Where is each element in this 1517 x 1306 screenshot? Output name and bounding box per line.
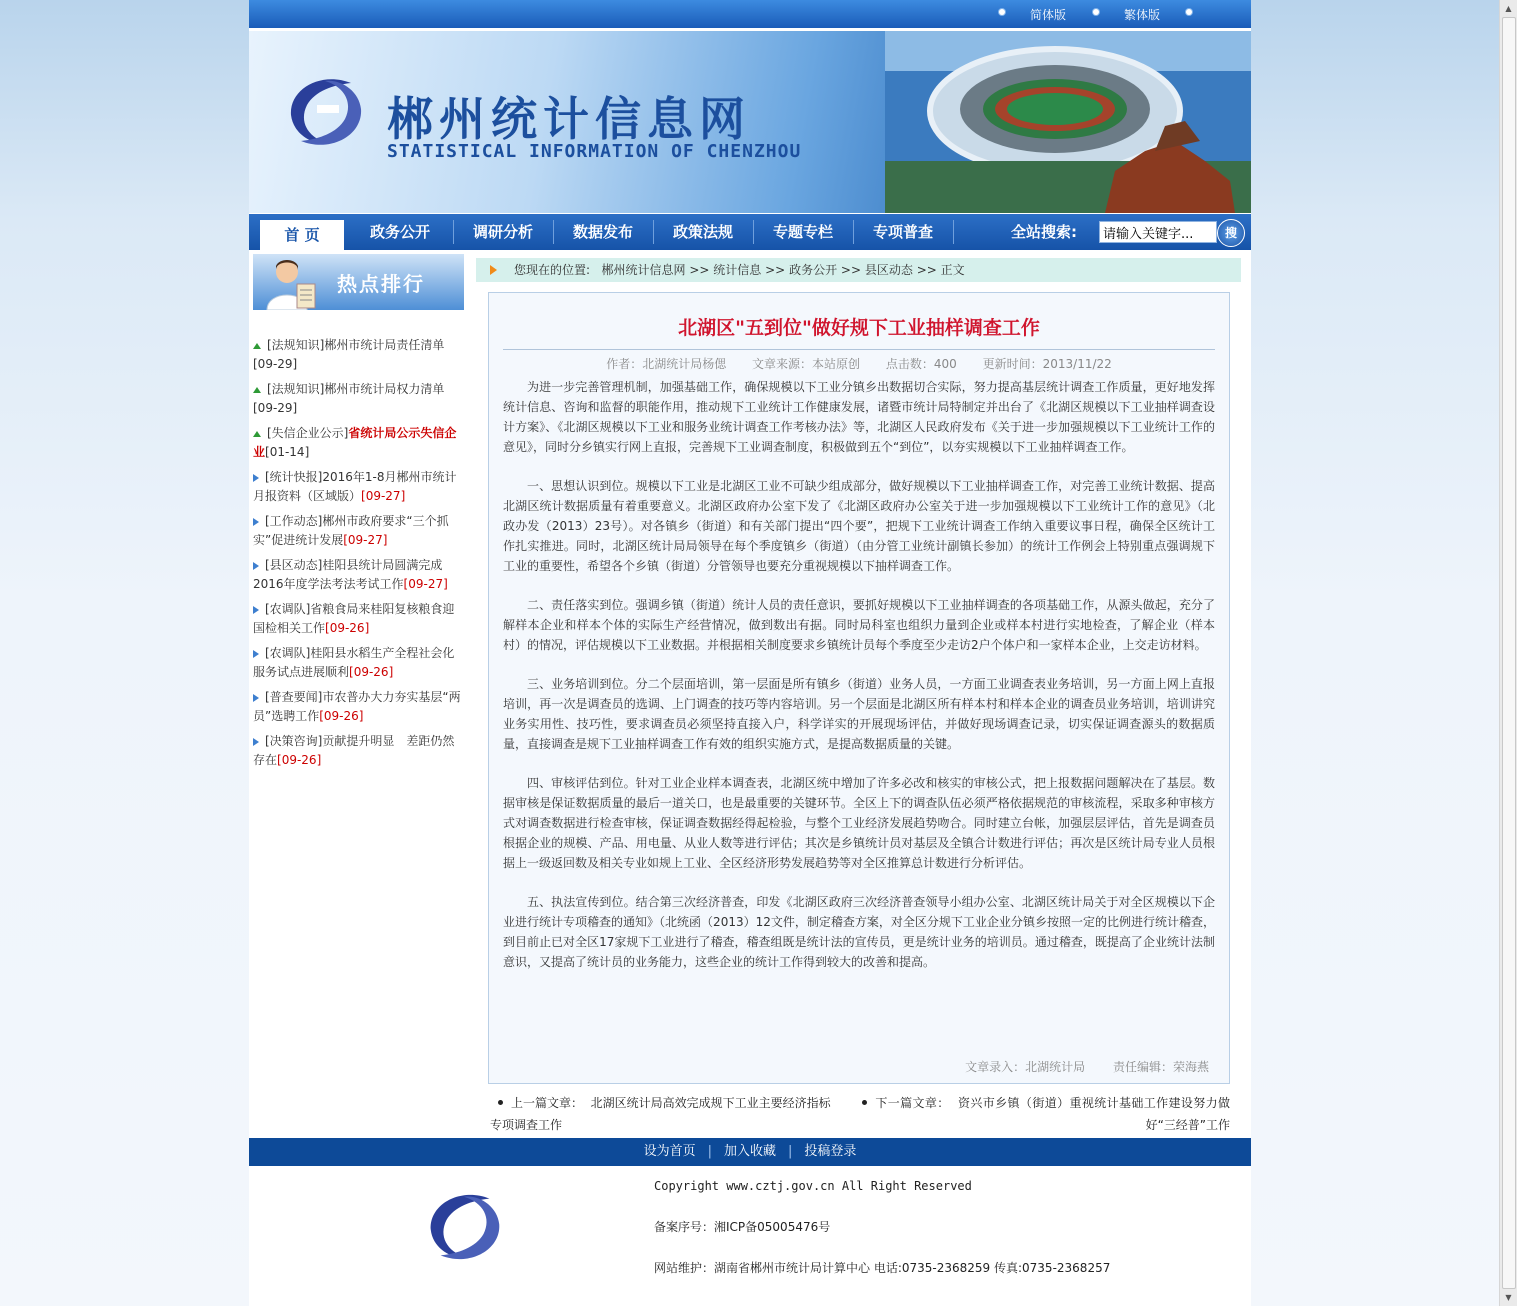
scroll-down-arrow-icon[interactable]: ▼	[1505, 1293, 1512, 1302]
article-source: 文章来源：本站原创	[752, 357, 861, 371]
hot-list-item[interactable]	[253, 512, 464, 556]
search-label: 全站搜索:	[1011, 223, 1077, 241]
main-nav	[249, 214, 1251, 250]
arrow-right-icon	[253, 606, 259, 614]
bullet-icon	[1186, 9, 1192, 15]
footer-logo-icon	[421, 1186, 509, 1268]
title-divider	[503, 349, 1215, 350]
hot-item-title[interactable]: [法规知识]郴州市统计局责任清单	[267, 338, 445, 352]
breadcrumb-sep: >>	[840, 263, 862, 277]
top-bar	[249, 0, 1251, 28]
nav-gov-affairs[interactable]: 政务公开	[369, 223, 430, 241]
site-subtitle: STATISTICAL INFORMATION OF CHENZHOU	[387, 141, 802, 162]
hot-item-title[interactable]: [法规知识]郴州市统计局权力清单	[267, 382, 445, 396]
hot-item-date: [09-27]	[343, 533, 388, 547]
trend-up-icon	[253, 431, 261, 437]
breadcrumb-stats-info[interactable]: 统计信息	[713, 263, 762, 277]
hot-ranking-list	[253, 336, 464, 776]
hot-item-title[interactable]: [决策咨询]贡献提升明显 差距仍然存在	[253, 734, 455, 767]
hot-item-title[interactable]: [农调队]省粮食局来桂阳复核粮食迎国检相关工作	[253, 602, 455, 635]
article-title: 北湖区"五到位"做好规下工业抽样调查工作	[678, 317, 1040, 339]
hot-list-item[interactable]	[253, 424, 464, 468]
hot-item-date: [01-14]	[265, 445, 310, 459]
doctor-avatar-icon	[261, 258, 321, 310]
article-paragraph: 四、审核评估到位。针对工业企业样本调查表，北湖区统中增加了许多必改和核实的审核公式，把上报数据问题解决在了基层。数据审核是保证数据质量的最后一道关口，也是最重要的关键环节。全区上下的调查队伍必须严格依据规范的审核流程，采取多种审核方式对调查数据进行检查审核，保证调查数据经得起检验，与整个工业经济发展趋势吻合。同时建立台帐，加强层层评估，首先是调查员根据企业的规模、产品、用电量、从业人数等进行评估；其次是乡镇统计员对基层及全镇合计数进行评估；再次是区统计局专业人员根据上一级返回数及相关专业如规上工业、全区经济形势发展趋势等对全区推算总计数进行分析评估。	[503, 776, 1215, 870]
scroll-thumb[interactable]	[1502, 17, 1516, 1289]
hot-item-title[interactable]: [县区动态]桂阳县统计局圆满完成2016年度学法考法考试工作	[253, 558, 443, 591]
prev-article-link[interactable]: 北湖区统计局高效完成规下工业主要经济指标专项调查工作	[490, 1096, 831, 1132]
hot-list-item[interactable]	[253, 644, 464, 688]
nav-divider	[953, 220, 954, 244]
article-meta	[489, 355, 1229, 372]
bullet-icon	[862, 1100, 867, 1105]
nav-research[interactable]: 调研分析	[472, 223, 533, 241]
site-title: 郴州统计信息网	[387, 92, 751, 146]
set-homepage-link[interactable]: 设为首页	[643, 1144, 696, 1159]
article-updated: 更新时间：2013/11/22	[982, 357, 1112, 371]
breadcrumb-county-news[interactable]: 县区动态	[864, 263, 913, 277]
next-article	[854, 1092, 1230, 1136]
page-frame	[249, 0, 1251, 1306]
article-editor: 责任编辑：荣海燕	[1112, 1060, 1209, 1074]
hot-list-item[interactable]	[253, 556, 464, 600]
prev-label: 上一篇文章：	[511, 1096, 584, 1110]
breadcrumb-gov-affairs[interactable]: 政务公开	[789, 263, 838, 277]
hot-item-date: [09-27]	[361, 489, 406, 503]
bullet-icon	[498, 1100, 503, 1105]
nav-data-release[interactable]: 数据发布	[572, 223, 633, 241]
article-footer	[941, 1058, 1209, 1075]
hot-ranking-title: 热点排行	[337, 272, 425, 296]
main-content	[476, 254, 1241, 1138]
hot-item-title[interactable]: [工作动态]郴州市政府要求“三个抓实”促进统计发展	[253, 514, 449, 547]
hot-item-date: [09-26]	[319, 709, 364, 723]
breadcrumb-home[interactable]: 郴州统计信息网	[601, 263, 686, 277]
hot-item-title[interactable]: [失信企业公示]	[267, 426, 349, 440]
bullet-icon	[999, 9, 1005, 15]
arrow-right-icon	[253, 738, 259, 746]
next-article-link[interactable]: 资兴市乡镇（街道）重视统计基础工作建设努力做好“三经普”工作	[958, 1096, 1230, 1132]
prev-article	[490, 1092, 840, 1136]
article-hits: 点击数：400	[885, 357, 957, 371]
footer-links	[249, 1138, 1251, 1166]
footer-info	[249, 1166, 1251, 1286]
hot-item-date: [09-27]	[403, 577, 448, 591]
hot-item-date: [09-26]	[325, 621, 370, 635]
breadcrumb-text	[514, 258, 965, 282]
search-button[interactable]: 搜	[1217, 219, 1245, 247]
breadcrumb-sep: >>	[916, 263, 937, 277]
stadium-image	[885, 31, 1251, 213]
prev-next-nav	[490, 1092, 1230, 1136]
hot-item-title[interactable]: [统计快报]2016年1-8月郴州市统计月报资料（区域版）	[253, 470, 457, 503]
nav-home[interactable]: 首 页	[260, 220, 344, 250]
hot-ranking-header	[253, 254, 464, 310]
breadcrumb-label: 您现在的位置:	[514, 263, 591, 277]
breadcrumb-sep: >>	[689, 263, 710, 277]
article-box	[488, 292, 1230, 1084]
hot-item-highlight[interactable]: 省统计局公示失信企业	[253, 426, 457, 459]
arrow-right-icon	[253, 474, 259, 482]
arrow-right-icon	[253, 562, 259, 570]
arrow-right-icon	[490, 265, 497, 275]
hot-list-item[interactable]	[253, 688, 464, 732]
article-paragraph: 二、责任落实到位。强调乡镇（街道）统计人员的责任意识，要抓好规模以下工业抽样调查的各项基础工作，从源头做起，充分了解样本企业和样本个体的实际生产经营情况，做到数出有据。同时局科室也组织力量到企业或样本村进行实地检查，了解企业（样本村）的情况，评估规模以下工业数据。并根据相关制度要求乡镇统计员每个季度至少走访2户个体户和一家样本企业，上交走访材料。	[503, 598, 1215, 652]
breadcrumb-sep: >>	[765, 263, 786, 277]
maintainer-text: 网站维护：湖南省郴州市统计局计算中心 电话:0735-2368259 传真:0735-2368257	[654, 1261, 1111, 1275]
nav-census[interactable]: 专项普查	[872, 223, 933, 241]
hot-ranking-panel	[253, 254, 465, 1138]
trend-up-icon	[253, 387, 261, 393]
article-author: 作者：北湖统计局杨偲	[606, 357, 727, 371]
hot-item-date: [09-26]	[277, 753, 322, 767]
hot-item-date: [09-29]	[253, 401, 298, 415]
hot-item-title[interactable]: [普查要闻]市农普办大力夯实基层“两员”选聘工作	[253, 690, 461, 723]
hot-list-item[interactable]	[253, 336, 464, 380]
article-body	[503, 377, 1215, 991]
footer-sep: |	[707, 1144, 712, 1159]
hot-item-date: [09-29]	[253, 357, 298, 371]
vertical-scrollbar[interactable]	[1499, 0, 1517, 1306]
site-logo-icon	[281, 71, 371, 153]
add-favorite-link[interactable]: 加入收藏	[723, 1144, 776, 1159]
breadcrumb-current: 正文	[940, 263, 965, 277]
arrow-right-icon	[253, 694, 259, 702]
footer-sep: |	[788, 1144, 793, 1159]
arrow-right-icon	[253, 518, 259, 526]
hot-item-title[interactable]: [农调队]桂阳县水稻生产全程社会化服务试点进展顺利	[253, 646, 455, 679]
nav-topics[interactable]: 专题专栏	[772, 223, 833, 241]
hot-item-date: [09-26]	[349, 665, 394, 679]
article-paragraph: 一、思想认识到位。规模以下工业是北湖区工业不可缺少组成部分，做好规模以下工业抽样调查工作，对完善工业统计数据、提高北湖区统计数据质量有着重要意义。北湖区政府办公室下发了《北湖区政府办公室关于进一步加强规模以下工业统计工作的意见》（北政办发（2013）23号）。对各镇乡（街道）和有关部门提出“四个要”，把规下工业统计调查工作纳入重要议事日程，确保全区统计工作扎实推进。同时，北湖区统计局局领导在每个季度镇乡（街道）（由分管工业统计副镇长参加）的统计工作例会上特别重点强调规下工业的重要性，希望各个乡镇（街道）分管领导也要充分重视规模以下抽样调查工作。	[503, 479, 1215, 573]
traditional-link[interactable]: 繁体版	[1124, 8, 1161, 22]
copyright-text: Copyright www.cztj.gov.cn All Right Reserved	[654, 1179, 972, 1193]
breadcrumb	[476, 258, 1241, 282]
icp-text: 备案序号：湘ICP备05005476号	[654, 1220, 831, 1234]
site-banner	[249, 31, 1251, 213]
article-paragraph: 为进一步完善管理机制，加强基础工作，确保规模以下工业分镇乡出数据切合实际，努力提高基层统计调查工作质量，更好地发挥统计信息、咨询和监督的职能作用，推动规下工业统计工作健康发展，诸暨市统计局特制定并出台了《北湖区规模以下工业抽样调查设计方案》、《北湖区规模以下工业和服务业统计调查工作考核办法》等，北湖区人民政府发布《关于进一步加强规模以下工业统计工作的意见》，同时分乡镇实行网上直报，完善规下工业调查制度，积极做到五个“到位”，以夯实规模以下工业抽样调查工作。	[503, 380, 1215, 454]
submit-login-link[interactable]: 投稿登录	[804, 1144, 857, 1159]
hot-list-item[interactable]	[253, 380, 464, 424]
hot-list-item[interactable]	[253, 732, 464, 776]
search-input[interactable]	[1099, 221, 1217, 243]
hot-list-item[interactable]	[253, 600, 464, 644]
nav-policy[interactable]: 政策法规	[672, 223, 733, 241]
article-entry: 文章录入：北湖统计局	[965, 1060, 1086, 1074]
bullet-icon	[1093, 9, 1099, 15]
article-paragraph: 五、执法宣传到位。结合第三次经济普查，印发《北湖区政府三次经济普查领导小组办公室、北湖区统计局关于对全区规模以下企业进行统计专项稽查的通知》（北统函（2013）12文件，制定稽查方案，对全区分规下工业企业分镇乡按照一定的比例进行统计稽查，到目前止已对全区17家规下工业进行了稽查，稽查组既是统计法的宣传员，更是统计业务的培训员。通过稽查，既提高了企业统计法制意识，又提高了统计员的业务能力，这些企业的统计工作得到较大的改善和提高。	[503, 895, 1215, 969]
arrow-right-icon	[253, 650, 259, 658]
article-paragraph: 三、业务培训到位。分二个层面培训，第一层面是所有镇乡（街道）业务人员，一方面工业调查表业务培训，另一方面上网上直报培训，再一次是调查员的选调、上门调查的技巧等内容培训。另一个层面是北湖区所有样本村和样本企业的调查员业务培训，培训讲究业务实用性、技巧性，要求调查员必须坚持直接入户，科学详实的开展现场评估，并做好现场调查记录，切实保证调查源头的数据质量，直接调查是规下工业抽样调查工作有效的组织实施方式，是提高数据质量的关键。	[503, 677, 1215, 751]
scroll-up-arrow-icon[interactable]: ▲	[1505, 4, 1512, 13]
trend-up-icon	[253, 343, 261, 349]
hot-list-item[interactable]	[253, 468, 464, 512]
simplified-link[interactable]: 简体版	[1030, 8, 1067, 22]
next-label: 下一篇文章：	[875, 1096, 950, 1110]
